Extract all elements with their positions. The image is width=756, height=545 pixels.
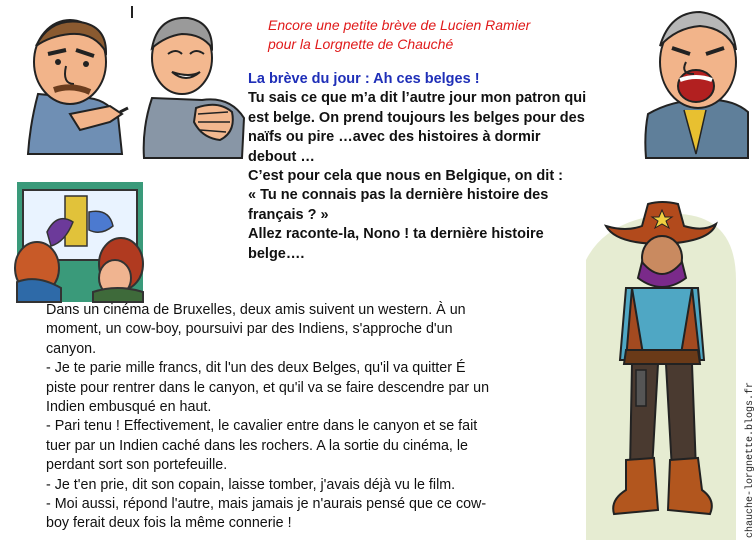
story-line: - Moi aussi, répond l'autre, mais jamais je n'aurais pensé que ce cow- (46, 496, 487, 513)
breve-block (248, 70, 638, 264)
story-line: - Je te parie mille francs, dit l'un des deux Belges, qu'il va quitter É (46, 360, 466, 377)
blog-credit-text: chauche-lorgnette.blogs.fr (745, 381, 756, 538)
blog-credit (731, 381, 756, 538)
story-line: perdant sort son portefeuille. (46, 457, 228, 474)
man-pointing-illustration (10, 4, 128, 154)
breve-line: naïfs ou pire …avec des histoires à dormir (248, 129, 541, 146)
story-line: moment, un cow-boy, poursuivi par des Indiens, s'approche d'un (46, 321, 453, 338)
cinema-illustration (17, 182, 143, 302)
breve-line: « Tu ne connais pas la dernière histoire des (248, 187, 549, 204)
intro-header (268, 16, 530, 54)
story-line: Dans un cinéma de Bruxelles, deux amis suivent un western. À un (46, 302, 466, 318)
breve-title: La brève du jour : Ah ces belges ! (248, 71, 480, 87)
man-shouting-illustration (636, 4, 750, 158)
breve-line: Allez raconte-la, Nono ! ta dernière histoire (248, 226, 544, 243)
breve-line: Tu sais ce que m’a dit l’autre jour mon patron qui (248, 90, 587, 107)
story-line: tuer par un Indien caché dans les rochers. A la sortie du cinéma, le (46, 437, 469, 454)
story-block (46, 301, 586, 534)
story-line: piste pour rentrer dans le canyon, et qu'il va se faire descendre par un (46, 379, 490, 396)
breve-line: debout … (248, 148, 315, 165)
breve-line: C’est pour cela que nous en Belgique, on dit : (248, 168, 563, 185)
story-line: - Je t'en prie, dit son copain, laisse tomber, j'avais déjà vu le film. (46, 476, 456, 493)
breve-line: est belge. On prend toujours les belges pour des (248, 109, 585, 126)
intro-line-1: Encore une petite brève de Lucien Ramier (268, 17, 531, 33)
intro-line-2: pour la Lorgnette de Chauché (268, 36, 454, 52)
story-line: Indien embusqué en haut. (46, 399, 212, 416)
story-line: boy ferait deux fois la même connerie ! (46, 515, 292, 532)
story-line: canyon. (46, 340, 97, 357)
breve-line: français ? » (248, 206, 329, 223)
story-line: - Pari tenu ! Effectivement, le cavalier entre dans le canyon et se fait (46, 418, 478, 435)
breve-line: belge…. (248, 245, 305, 262)
man-laughing-illustration (132, 8, 250, 158)
